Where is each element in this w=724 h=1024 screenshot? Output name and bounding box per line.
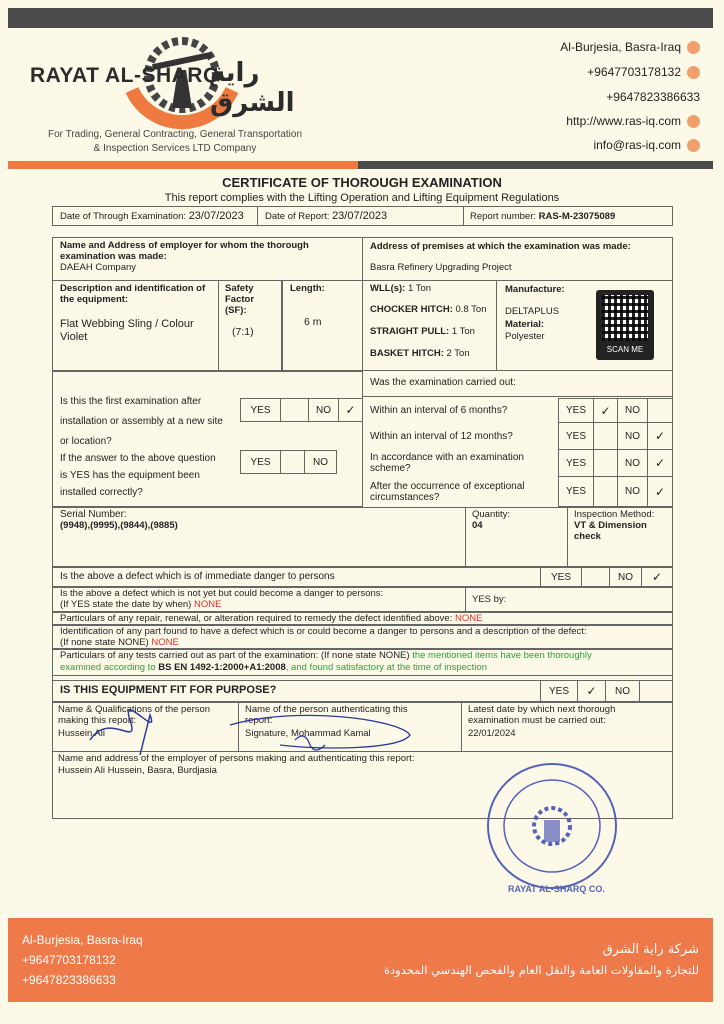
- installed-yes[interactable]: YES: [240, 450, 281, 474]
- exceptional-no-tick[interactable]: ✓: [648, 477, 673, 507]
- yes-by-label: YES by:: [472, 594, 507, 605]
- logo-text-arabic: راية الشرق: [210, 58, 295, 118]
- footer-arabic-name: شركة راية الشرق: [602, 942, 699, 957]
- fit-no-box[interactable]: [640, 680, 673, 702]
- stamp-text: RAYAT AL-SHARQ CO.: [508, 884, 605, 894]
- q-exceptional: After the occurrence of exceptional circumstances?: [370, 481, 525, 503]
- qr-label: SCAN ME: [606, 345, 644, 354]
- premises-label: Address of premises at which the examination was made:: [370, 241, 631, 252]
- straight-pull: STRAIGHT PULL: 1 Ton: [370, 326, 475, 337]
- tagline-line-2: & Inspection Services LTD Company: [93, 143, 257, 154]
- qr-code-pattern: [602, 295, 648, 341]
- scheme-yes-box[interactable]: [594, 450, 618, 477]
- first-exam-no[interactable]: NO: [309, 398, 339, 422]
- certificate-subtitle: This report complies with the Lifting Operation and Lifting Equipment Regulations: [164, 192, 560, 204]
- header-website-text[interactable]: http://www.ras-iq.com: [566, 114, 681, 128]
- q-scheme: In accordance with an examination scheme?: [370, 452, 524, 474]
- header-phone-1-text: +9647703178132: [587, 65, 681, 79]
- tests-particulars: Particulars of any tests carried out as part of the examination: (If none state NONE) the mentioned items have been thoroughly examined according to BS EN 1492-1:2000+A1:2008, and found satisfactory at the time of inspection: [60, 650, 592, 673]
- first-exam-yes-box[interactable]: [281, 398, 309, 422]
- wll: WLL(s): 1 Ton: [370, 283, 432, 294]
- authenticator-label: Name of the person authenticating this report:: [245, 704, 408, 726]
- footer-phone-1: +9647703178132: [22, 953, 116, 967]
- serial-label: Serial Number:: [60, 509, 127, 520]
- fit-yes-tick[interactable]: ✓: [578, 680, 606, 702]
- immediate-no-tick[interactable]: ✓: [642, 567, 673, 587]
- header-phone-2-text: +9647823386633: [606, 90, 700, 104]
- header-phone-2: [606, 90, 700, 104]
- report-maker-label: Name & Qualifications of the person making this report:: [58, 704, 211, 726]
- serial-value: (9948),(9995),(9844),(9885): [60, 520, 178, 531]
- footer-phone-2: +9647823386633: [22, 973, 116, 987]
- certificate-title: CERTIFICATE OF THOROUGH EXAMINATION: [222, 175, 502, 190]
- company-tagline: [30, 128, 320, 156]
- employer-of-persons-value: Hussein Ali Hussein, Basra, Burdjasia: [58, 765, 217, 776]
- q6-no[interactable]: NO: [618, 398, 648, 423]
- not-yet-danger-question: Is the above a defect which is not yet but could become a danger to persons: (If YES state the date by when) NONE: [60, 588, 384, 610]
- quantity-label: Quantity:: [472, 509, 511, 520]
- location-icon: [687, 41, 700, 54]
- installed-no[interactable]: NO: [305, 450, 337, 474]
- exceptional-no[interactable]: NO: [618, 477, 648, 507]
- immediate-yes[interactable]: YES: [540, 567, 582, 587]
- material-value: Polyester: [505, 331, 545, 342]
- footer-arabic: [384, 940, 699, 980]
- q-6-months: Within an interval of 6 months?: [370, 405, 508, 416]
- safety-factor-label: Safety Factor (SF):: [225, 283, 255, 316]
- immediate-danger-question: Is the above a defect which is of immediate danger to persons: [60, 571, 335, 582]
- latest-date-value: 22/01/2024: [468, 728, 516, 739]
- description-value: Flat Webbing Sling / Colour Violet: [60, 318, 194, 343]
- header-email[interactable]: [593, 138, 700, 152]
- q12-yes-box[interactable]: [594, 423, 618, 450]
- logo-text-english: RAYAT AL-SHARQ: [30, 64, 220, 87]
- basket-hitch: BASKET HITCH: 2 Ton: [370, 348, 470, 359]
- exceptional-yes-box[interactable]: [594, 477, 618, 507]
- footer: [8, 918, 713, 1002]
- globe-icon: [687, 115, 700, 128]
- tagline-line-1: For Trading, General Contracting, General Transportation: [47, 129, 303, 140]
- header-divider: [8, 161, 713, 169]
- employer-of-persons-label: Name and address of the employer of persons making and authenticating this report:: [58, 753, 415, 764]
- inspection-method: Inspection Method: VT & Dimension check: [574, 509, 655, 542]
- report-maker-value: Hussein Ali: [58, 728, 105, 739]
- footer-address: Al-Burjesia, Basra-Iraq: [22, 933, 143, 947]
- q6-yes-tick[interactable]: ✓: [594, 398, 618, 423]
- q6-yes[interactable]: YES: [558, 398, 594, 423]
- manufacture-label: Manufacture:: [505, 284, 565, 295]
- header-address-text: Al-Burjesia, Basra-Iraq: [560, 40, 681, 54]
- q6-no-box[interactable]: [648, 398, 673, 423]
- q12-no-tick[interactable]: ✓: [648, 423, 673, 450]
- scheme-no-tick[interactable]: ✓: [648, 450, 673, 477]
- length-value: 6 m: [304, 316, 322, 328]
- scheme-no[interactable]: NO: [618, 450, 648, 477]
- choker-hitch: CHOCKER HITCH: 0.8 Ton: [370, 304, 487, 315]
- quantity-value: 04: [472, 520, 483, 531]
- installed-yes-box[interactable]: [281, 450, 305, 474]
- footer-arabic-desc: للتجارة والمقاولات العامة والنقل العام والفحص الهندسي المحدودة: [383, 963, 699, 977]
- installed-question: If the answer to the above question is YES has the equipment been installed correctly?: [60, 453, 216, 498]
- defect-identification: Identification of any part found to have a defect which is or could become a danger to persons and a description of the defect: (If none state NONE) NONE: [60, 626, 587, 648]
- exceptional-yes[interactable]: YES: [558, 477, 594, 507]
- fit-no[interactable]: NO: [606, 680, 640, 702]
- footer-contact: [22, 930, 143, 990]
- mail-icon: [687, 139, 700, 152]
- header-phone-1: [587, 65, 700, 79]
- signatures: [80, 700, 480, 760]
- immediate-no[interactable]: NO: [610, 567, 642, 587]
- q-12-months: Within an interval of 12 months?: [370, 431, 513, 442]
- description-label: Description and identification of the equipment:: [60, 283, 206, 305]
- authenticator-value: Signature, Mohammad Kamal: [245, 728, 371, 739]
- first-exam-question: Is this the first examination after installation or assembly at a new site or location?: [60, 396, 223, 447]
- date-exam: Date of Through Examination: 23/07/2023: [60, 210, 244, 222]
- repair-particulars: Particulars of any repair, renewal, or alteration required to remedy the defect identified above: NONE: [60, 613, 483, 624]
- header-address: [560, 40, 700, 54]
- q12-yes[interactable]: YES: [558, 423, 594, 450]
- scheme-yes[interactable]: YES: [558, 450, 594, 477]
- phone-icon: [687, 66, 700, 79]
- latest-date-label: Latest date by which next thorough examination must be carried out:: [468, 704, 616, 726]
- header-email-text[interactable]: info@ras-iq.com: [593, 138, 681, 152]
- qr-code[interactable]: [596, 290, 654, 360]
- safety-factor-value: (7:1): [232, 326, 254, 338]
- employer-label: Name and Address of employer for whom the thorough examination was made:: [60, 240, 309, 262]
- employer-value: DAEAH Company: [60, 262, 137, 273]
- premises-value: Basra Refinery Upgrading Project: [370, 262, 512, 273]
- immediate-yes-box[interactable]: [582, 567, 610, 587]
- fit-for-purpose-question: IS THIS EQUIPMENT FIT FOR PURPOSE?: [60, 684, 277, 696]
- first-exam-yes[interactable]: YES: [240, 398, 281, 422]
- header-website[interactable]: [566, 114, 700, 128]
- report-number: Report number: RAS-M-23075089: [470, 211, 616, 222]
- carried-out-label: Was the examination carried out:: [370, 377, 516, 388]
- material-label: Material:: [505, 319, 545, 330]
- top-band: [8, 8, 713, 28]
- fit-yes[interactable]: YES: [540, 680, 578, 702]
- manufacture-value: DELTAPLUS: [505, 306, 560, 317]
- q12-no[interactable]: NO: [618, 423, 648, 450]
- first-exam-no-tick[interactable]: ✓: [339, 398, 363, 422]
- company-stamp-icon: [484, 760, 620, 892]
- length-label: Length:: [290, 283, 325, 294]
- date-report: Date of Report: 23/07/2023: [265, 210, 388, 222]
